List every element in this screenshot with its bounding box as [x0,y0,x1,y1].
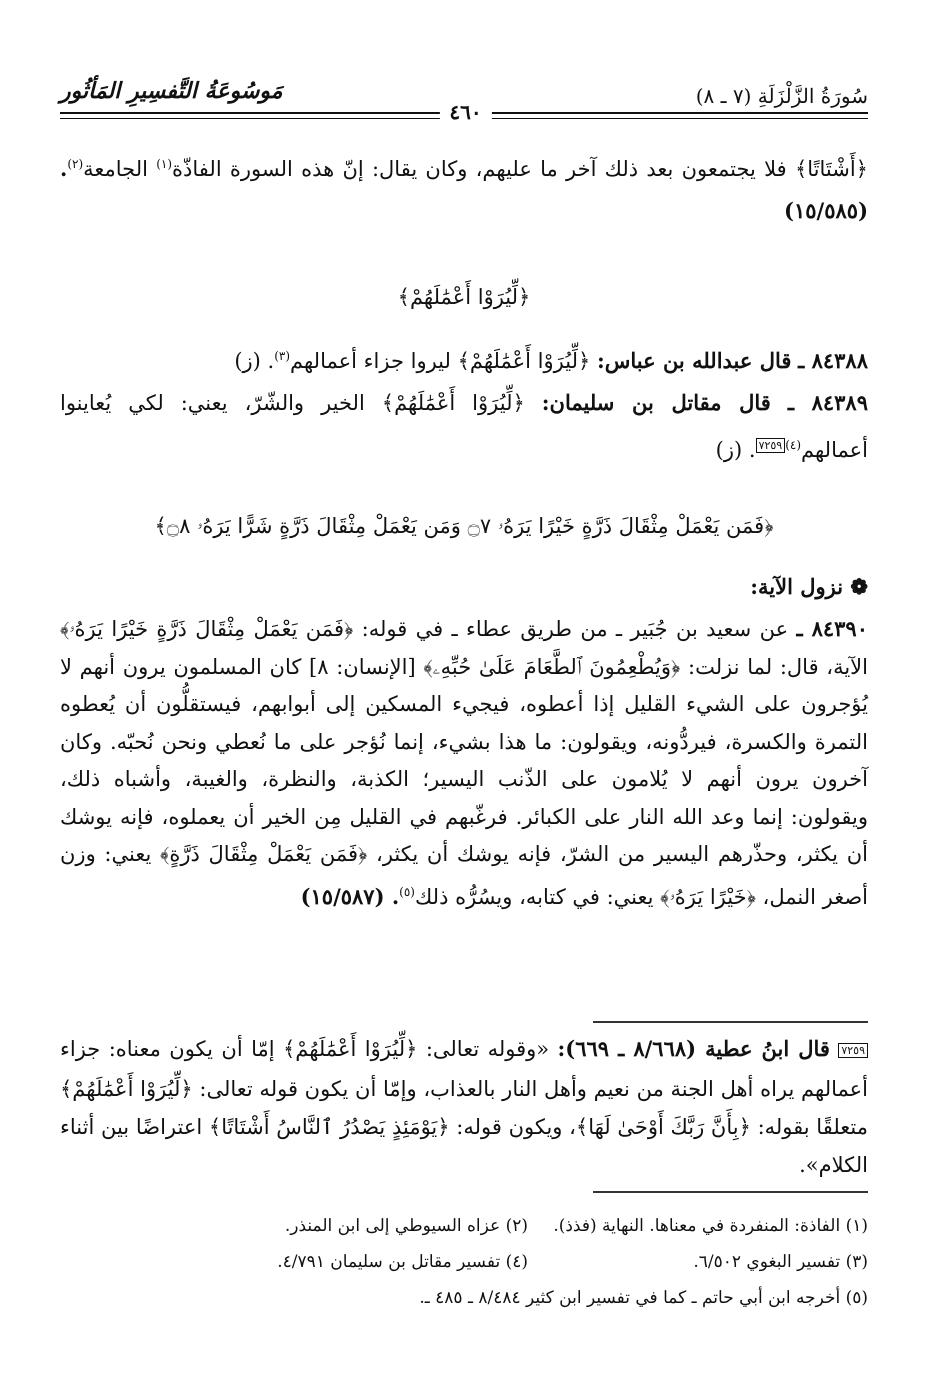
footnote-ref[interactable]: (٢) [67,157,84,171]
commentary-text: «وقوله تعالى: ﴿لِّيُرَوْا أَعْمَٰلَهُمْ﴾ إمّا أن يكون معناه: جزاء أعمالهم يراه أهل الجنة من نعيم وأهل النار بالعذاب، وإمّا أن يكون قوله تعالى: ﴿لِّيُرَوْا أَعْمَٰلَهُمْ﴾ متعلقًا بقوله: ﴿بِأَنَّ رَبَّكَ أَوْحَىٰ لَهَا﴾، ويكون قوله: ﴿يَوْمَئِذٍ يَصْدُرُ ٱلنَّاسُ أَشْتَاتًا﴾ اعتراضًا بين أثناء الكلام». [60,1037,868,1177]
section-title: نزول الآية: [750,574,844,599]
footnote: (٤) تفسير مقاتل بن سليمان ٤/٧٩١. [277,1252,528,1272]
footnote: (٢) عزاه السيوطي إلى ابن المنذر. [284,1216,528,1236]
entry-tail: . (ز) [234,349,275,373]
footnote: (٥) أخرجه ابن أبي حاتم ـ كما في تفسير ابن كثير ٨/٤٨٤ ـ ٤٨٥ ـ. [419,1288,868,1308]
page-number: ٤٦٠ [439,100,491,124]
commentary [60,1030,868,1184]
footnote-ref[interactable]: (٥) [399,884,415,899]
commentary-ref-box: ٧٢٥٩ [838,1043,868,1058]
volume-ref: . (١٥/٥٨٥) [60,156,868,223]
intro-text-2: الجامعة [83,157,148,181]
commentary-ref-box[interactable]: ٧٢٥٩ [756,438,786,453]
narration-text: عن سعيد بن جُبَير ـ من طريق عطاء ـ في قوله: ﴿فَمَن يَعْمَلْ مِثْقَالَ ذَرَّةٍ خَيْرًا يَرَهُۥ﴾ الآية، قال: لما نزلت: ﴿وَيُطْعِمُونَ ٱلطَّعَامَ عَلَىٰ حُبِّهِۦ﴾ [الإنسان: ٨] كان المسلمون يرون أنهم لا يُؤجرون على الشيء القليل إذا أعطوه، فيجيء المسكين إلى أبوابهم، فيستقلُّون أن يُعطوه التمرة والكسرة، فيردُّونه، ويقولون: ما هذا بشيء، إنما نُؤجر على ما نُعطي ونحن نُحبّه. وكان آخرون يرون أنهم لا يُلامون على الذّنب اليسير؛ الكذبة، والنظرة، والغيبة، وأشباه ذلك، ويقولون: إنما وعد الله النار على الكبائر. فرغّبهم في القليل مِن الخير أن يعملوه، فإنه يوشك أن يكثر، وحذّرهم اليسير من الشرّ، فإنه يوشك أن يكثر، ﴿فَمَن يَعْمَلْ مِثْقَالَ ذَرَّةٍ﴾ يعني: وزن أصغر النمل، ﴿خَيْرًا يَرَهُۥ﴾ يعني: في كتابه، ويسُرُّه ذلك [60,617,868,909]
footnote-separator [593,1191,868,1193]
speaker: قال ابنُ عطية (٨/٦٦٨ ـ ٦٦٩): [557,1036,830,1061]
footnote-ref[interactable]: (٤) [785,438,802,452]
book-title: مَوسُوعَةُ التَّفسِيرِ المَأثُور [60,78,283,104]
intro-text: ﴿أَشْتَاتًا﴾ فلا يجتمعون بعد ذلك آخر ما عليهم، وكان يقال: إنّ هذه السورة الفاذّة [172,157,868,181]
ayah-heading: ﴿فَمَن يَعْمَلْ مِثْقَالَ ذَرَّةٍ خَيْرًا يَرَهُۥ ۝٧ وَمَن يَعْمَلْ مِثْقَالَ ذَرَّةٍ شَرًّا يَرَهُۥ ۝٨﴾ [154,514,774,538]
entry [60,382,868,471]
speaker: قال مقاتل بن سليمان: [541,390,771,415]
entry-number: ٨٤٣٨٩ ـ [787,390,868,415]
flower-icon: ❁ [850,574,868,599]
entry-tail: . (ز) [715,438,756,462]
entry-text: ﴿لِّيُرَوْا أَعْمَٰلَهُمْ﴾ الخير والشّرّ، يعني: لكي يُعاينوا أعمالهم [60,391,868,462]
volume-ref: . (١٥/٥٨٧) [300,883,400,909]
sura-title: سُورَةُ الزَّلْزَلَةِ (٧ ـ ٨) [695,84,868,108]
speaker: قال عبدالله بن عباس: [596,348,792,373]
commentary-separator [593,1021,868,1023]
entries [60,335,868,471]
entry-text: ﴿لِّيُرَوْا أَعْمَٰلَهُمْ﴾ ليروا جزاء أعمالهم [290,349,591,373]
ayah-heading: ﴿لِّيُرَوْا أَعْمَٰلَهُمْ﴾ [397,285,531,309]
footnote: (٣) تفسير البغوي ٦/٥٠٢. [693,1252,868,1272]
footnotes [60,1208,868,1316]
narration [60,610,868,916]
entry [60,335,868,382]
entry-number: ٨٤٣٩٠ ـ [796,616,868,641]
footnote-ref[interactable]: (١) [156,157,173,171]
entry-number: ٨٤٣٨٨ ـ [798,348,868,373]
section-heading [60,566,868,608]
footnote: (١) الفاذة: المنفردة في معناها. النهاية (فذذ). [553,1216,868,1236]
footnote-ref[interactable]: (٣) [274,349,291,363]
intro-paragraph [60,143,868,232]
